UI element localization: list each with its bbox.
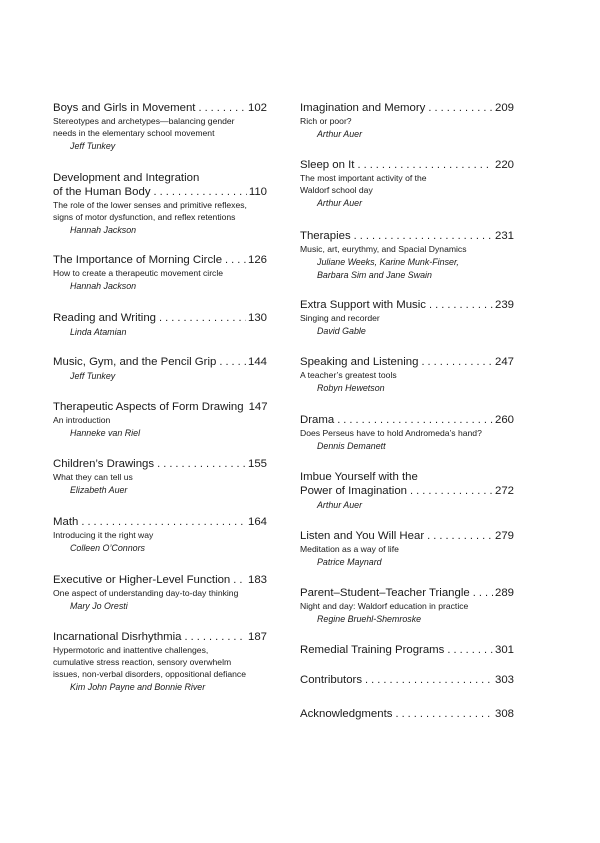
dot-leader (407, 484, 493, 498)
entry-title-row[interactable] (53, 253, 267, 267)
entry-author: Elizabeth Auer (70, 485, 128, 495)
entry-subtitle: Rich or poor? (300, 116, 352, 126)
entry-author: Arthur Auer (317, 198, 363, 208)
page-number: 247 (494, 356, 514, 368)
entry-title: Incarnational Disrhythmia (53, 631, 182, 643)
entry-author: Mary Jo Oresti (70, 601, 128, 611)
dot-leader (351, 229, 493, 243)
entry-author: Barbara Sim and Jane Swain (317, 270, 432, 280)
entry-author: Regine Bruehl-Shemroske (317, 614, 422, 624)
page-number: 239 (494, 299, 514, 311)
toc-entry[interactable] (53, 355, 267, 382)
entry-title-row[interactable] (300, 529, 514, 543)
page-number: 303 (494, 674, 514, 686)
entry-title-row[interactable] (53, 515, 267, 529)
entry-title: Acknowledgments (300, 708, 393, 720)
entry-title-row[interactable] (300, 484, 514, 498)
dot-leader (156, 311, 246, 325)
entry-subtitle: A teacher’s greatest tools (300, 370, 397, 380)
dot-leader (426, 298, 493, 312)
entry-title-row[interactable] (53, 355, 267, 369)
dot-leader (425, 101, 493, 115)
entry-title-row[interactable] (300, 413, 514, 427)
entry-title: Therapeutic Aspects of Form Drawing (53, 401, 244, 413)
entry-title: Extra Support with Music (300, 299, 426, 311)
dot-leader (216, 355, 246, 369)
entry-title: Executive or Higher-Level Function (53, 574, 231, 586)
page-number: 301 (494, 644, 514, 656)
dot-leader (151, 185, 247, 199)
entry-author: Dennis Demanett (317, 441, 386, 451)
toc-entry[interactable] (53, 400, 267, 439)
entry-author: Jeff Tunkey (70, 371, 116, 381)
page-number: 289 (494, 587, 514, 599)
entry-title: Speaking and Listening (300, 356, 419, 368)
entry-title-row[interactable] (300, 643, 514, 657)
entry-subtitle: The most important activity of the (300, 173, 427, 183)
entry-subtitle: Introducing it the right way (53, 530, 154, 540)
page-number: 272 (494, 485, 514, 497)
entry-subtitle: signs of motor dysfunction, and reflex retentions (53, 212, 236, 222)
entry-subtitle: Music, art, eurythmy, and Spacial Dynamics (300, 244, 467, 254)
entry-subtitle: Waldorf school day (300, 185, 373, 195)
toc-entry[interactable] (300, 229, 514, 281)
page-number: 126 (247, 254, 267, 266)
entry-subtitle: Meditation as a way of life (300, 544, 399, 554)
entry-author: Robyn Hewetson (317, 383, 385, 393)
toc-entry[interactable] (300, 470, 514, 511)
page-number: 260 (494, 414, 514, 426)
entry-author: Hanneke van Riel (70, 428, 141, 438)
entry-title: Parent–Student–Teacher Triangle (300, 587, 470, 599)
toc-entry[interactable] (300, 158, 514, 209)
toc-entry[interactable] (53, 573, 267, 612)
entry-subtitle: Does Perseus have to hold Andromeda’s hand? (300, 428, 482, 438)
entry-author: Juliane Weeks, Karine Munk-Finser, (317, 257, 459, 267)
entry-title-line: Imbue Yourself with the (300, 471, 418, 483)
toc-entry[interactable] (300, 101, 514, 140)
dot-leader (195, 101, 246, 115)
entry-title: Imagination and Memory (300, 102, 426, 114)
entry-title-row[interactable] (53, 101, 267, 115)
entry-author: Hannah Jackson (70, 225, 137, 235)
entry-author: Arthur Auer (317, 500, 363, 510)
entry-author: David Gable (317, 326, 366, 336)
page-number: 231 (494, 230, 514, 242)
dot-leader (222, 253, 246, 267)
page-number: 220 (494, 159, 514, 171)
dot-leader (444, 643, 493, 657)
toc-entry[interactable] (300, 707, 514, 721)
toc-entry[interactable] (300, 298, 514, 337)
page-number: 183 (247, 574, 267, 586)
toc-entry[interactable] (300, 355, 514, 394)
dot-leader (230, 573, 246, 587)
toc-entry[interactable] (300, 643, 514, 657)
page-number: 144 (247, 356, 267, 368)
entry-author: Kim John Payne and Bonnie River (70, 682, 206, 692)
entry-title: Reading and Writing (53, 312, 156, 324)
entry-title-row[interactable] (53, 630, 267, 644)
entry-author: Jeff Tunkey (70, 141, 116, 151)
page-number: 155 (247, 458, 267, 470)
entry-title: Boys and Girls in Movement (53, 102, 196, 114)
entry-title: Math (53, 516, 79, 528)
entry-title-row[interactable] (300, 298, 514, 312)
entry-title-row[interactable] (53, 400, 267, 414)
toc-entry[interactable] (53, 101, 267, 152)
entry-title: Power of Imagination (300, 485, 408, 497)
entry-subtitle: An introduction (53, 415, 111, 425)
entry-subtitle: needs in the elementary school movement (53, 128, 215, 138)
entry-author: Colleen O’Connors (70, 543, 145, 553)
dot-leader (418, 355, 493, 369)
entry-subtitle: cumulative stress reaction, sensory overwhelm (53, 657, 232, 667)
toc-entry[interactable] (53, 171, 267, 236)
entry-author: Patrice Maynard (317, 557, 382, 567)
entry-subtitle: Night and day: Waldorf education in practice (300, 601, 469, 611)
entry-title: Sleep on It (300, 159, 355, 171)
entry-subtitle: Stereotypes and archetypes—balancing gender (53, 116, 235, 126)
page-number: 308 (494, 708, 514, 720)
toc-entry[interactable] (53, 515, 267, 554)
entry-title: Listen and You Will Hear (300, 530, 425, 542)
dot-leader (354, 158, 493, 172)
entry-title-row[interactable] (300, 101, 514, 115)
entry-title-row[interactable] (53, 457, 267, 471)
entry-title-row[interactable] (300, 355, 514, 369)
page-number: 187 (247, 631, 267, 643)
entry-subtitle: Singing and recorder (300, 313, 380, 323)
page-number: 102 (247, 102, 267, 114)
entry-subtitle: What they can tell us (53, 472, 133, 482)
toc-entry[interactable] (300, 413, 514, 452)
dot-leader (424, 529, 493, 543)
dot-leader (392, 707, 493, 721)
toc-entry[interactable] (53, 457, 267, 496)
entry-title: The Importance of Morning Circle (53, 254, 223, 266)
toc-entry[interactable] (53, 311, 267, 338)
toc-entry[interactable] (300, 529, 514, 568)
dot-leader (78, 515, 246, 529)
entry-title: Contributors (300, 674, 363, 686)
entry-title-row[interactable] (53, 185, 267, 199)
entry-title-row[interactable] (53, 311, 267, 325)
entry-subtitle: One aspect of understanding day-to-day thinking (53, 588, 239, 598)
entry-title: Remedial Training Programs (300, 644, 445, 656)
entry-title-row[interactable] (300, 707, 514, 721)
page-number: 147 (248, 401, 268, 413)
dot-leader (362, 673, 493, 687)
dot-leader (182, 630, 246, 644)
entry-title-line: Development and Integration (53, 172, 200, 184)
page-number: 209 (494, 102, 514, 114)
entry-author: Linda Atamian (70, 327, 127, 337)
entry-title-row[interactable] (300, 586, 514, 600)
page-number: 279 (494, 530, 514, 542)
entry-title-row[interactable] (53, 573, 267, 587)
entry-title: Drama (300, 414, 335, 426)
entry-subtitle: issues, non-verbal disorders, oppositional defiance (53, 669, 246, 679)
toc-entry[interactable] (53, 630, 267, 693)
dot-leader (334, 413, 493, 427)
toc-entry[interactable] (53, 253, 267, 292)
page-number: 130 (247, 312, 267, 324)
entry-title: Children’s Drawings (53, 458, 155, 470)
dot-leader (154, 457, 246, 471)
page-number: 164 (247, 516, 267, 528)
entry-subtitle: The role of the lower senses and primitive reflexes, (53, 200, 247, 210)
entry-author: Hannah Jackson (70, 281, 137, 291)
entry-subtitle: How to create a therapeutic movement circle (53, 268, 224, 278)
entry-title-row[interactable] (300, 673, 514, 687)
page-number: 110 (248, 186, 267, 198)
entry-title-row[interactable] (300, 229, 514, 243)
entry-title: Therapies (300, 230, 351, 242)
toc-entry[interactable] (300, 673, 514, 687)
dot-leader (470, 586, 493, 600)
entry-title-row[interactable] (300, 158, 514, 172)
entry-title: Music, Gym, and the Pencil Grip (53, 356, 217, 368)
toc-entry[interactable] (300, 586, 514, 625)
entry-subtitle: Hypermotoric and inattentive challenges, (53, 645, 209, 655)
entry-author: Arthur Auer (317, 129, 363, 139)
entry-title: of the Human Body (53, 186, 151, 198)
